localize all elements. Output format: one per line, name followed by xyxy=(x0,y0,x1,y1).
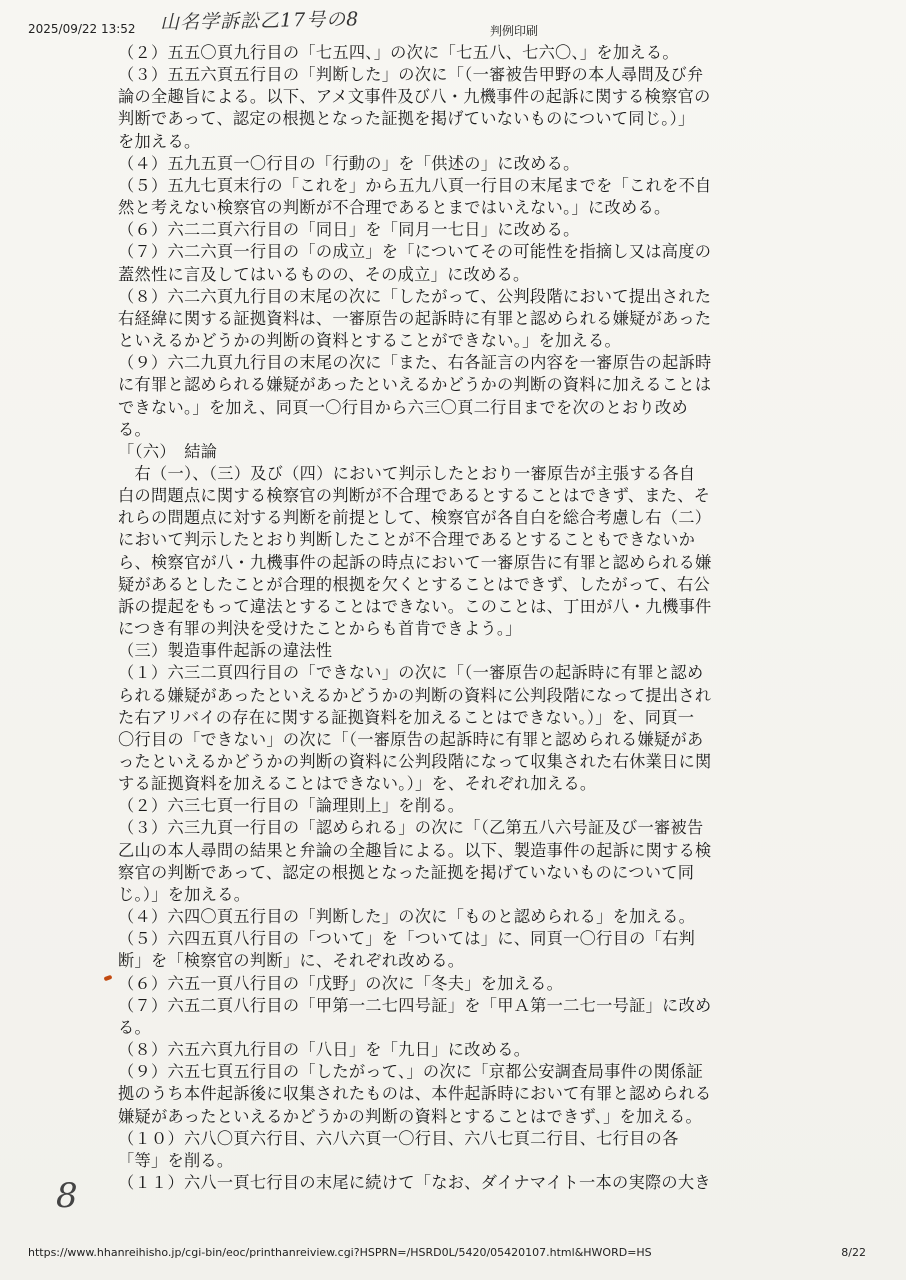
text-line: 白の問題点に関する検察官の判断が不合理であるとすることはできず、また、そ xyxy=(118,486,711,506)
text-line: （１０）六八〇頁六行目、六八六頁一〇行目、六八七頁二行目、七行目の各 xyxy=(118,1128,679,1148)
text-line: 断」を「検察官の判断」に、それぞれ改める。 xyxy=(118,951,465,971)
text-line: （３）五五六頁五行目の「判断した」の次に「（一審被告甲野の本人尋問及び弁 xyxy=(118,65,704,85)
text-line: 訴の提起をもって違法とすることはできない。このことは、丁田が八・九機事件 xyxy=(118,596,712,616)
text-line: 拠のうち本件起訴後に収集されたものは、本件起訴時において有罪と認められる xyxy=(118,1084,712,1104)
text-line: 論の全趣旨による。以下、アメ文事件及び八・九機事件の起訴に関する検察官の xyxy=(118,87,711,107)
text-line: （１１）六八一頁七行目の末尾に続けて「なお、ダイナマイト一本の実際の大き xyxy=(118,1172,711,1192)
text-line: ら、検察官が八・九機事件の起訴の時点において一審原告に有罪と認められる嫌 xyxy=(118,552,712,572)
handwritten-page-number: 8 xyxy=(56,1176,78,1216)
text-line: じ。）」を加える。 xyxy=(118,884,251,904)
text-line: る。 xyxy=(118,1017,151,1037)
handwritten-annotation: 山名学訴訟乙17号の8 xyxy=(159,8,360,34)
ink-mark xyxy=(104,975,113,981)
text-line: 嫌疑があったといえるかどうかの判断の資料とすることはできず、」を加える。 xyxy=(118,1106,702,1126)
footer-url: https://www.hhanreihisho.jp/cgi-bin/eoc/printhanreiview.cgi?HSPRN=/HSRD0L/5420/05420107.html&HWORD=HS xyxy=(28,1246,652,1259)
text-line: 然と考えない検察官の判断が不合理であるとまではいえない。」に改める。 xyxy=(118,198,671,218)
text-line: る。 xyxy=(118,419,151,439)
page-title: 判例印刷 xyxy=(490,24,539,38)
text-line: 乙山の本人尋問の結果と弁論の全趣旨による。以下、製造事件の起訴に関する検 xyxy=(118,840,712,860)
text-line: （２）五五〇頁九行目の「七五四、」の次に「七五八、七六〇、」を加える。 xyxy=(118,43,679,62)
text-line: （１）六三二頁四行目の「できない」の次に「（一審原告の起訴時に有罪と認め xyxy=(118,663,704,683)
text-line: （８）六五六頁九行目の「八日」を「九日」に改める。 xyxy=(118,1040,531,1060)
text-line: （９）六二九頁九行目の末尾の次に「また、右各証言の内容を一審原告の起訴時 xyxy=(118,353,712,373)
text-line: られる嫌疑があったといえるかどうかの判断の資料に公判段階になって提出され xyxy=(118,685,712,705)
text-line: といえるかどうかの判断の資料とすることができない。」を加える。 xyxy=(118,331,622,351)
text-line: 右経緯に関する証拠資料は、一審原告の起訴時に有罪と認められる嫌疑があった xyxy=(118,308,712,328)
text-line: 察官の判断であって、認定の根拠となった証拠を掲げていないものについて同 xyxy=(118,862,695,882)
text-line: 右（一）、（三）及び（四）において判示したとおり一審原告が主張する各自 xyxy=(118,463,696,483)
text-line: （２）六三七頁一行目の「論理則上」を削る。 xyxy=(118,796,465,816)
text-line: れらの問題点に対する判断を前提として、検察官が各自白を総合考慮し右（二） xyxy=(118,508,712,528)
text-line: （７）六二六頁一行目の「の成立」を「についてその可能性を指摘し又は高度の xyxy=(118,242,712,262)
text-line: 〇行目の「できない」の次に「（一審原告の起訴時に有罪と認められる嫌疑があ xyxy=(118,729,704,749)
text-line: を加える。 xyxy=(118,131,201,151)
text-line: （８）六二六頁九行目の末尾の次に「したがって、公判段階において提出された xyxy=(118,286,712,306)
text-line: ったといえるかどうかの判断の資料に公判段階になって収集された右休業日に関 xyxy=(118,752,712,771)
text-line: （６）六二二頁六行目の「同日」を「同月一七日」に改める。 xyxy=(118,220,580,240)
text-line: （６）六五一頁八行目の「戊野」の次に「冬夫」を加える。 xyxy=(118,973,564,993)
text-line: （９）六五七頁五行目の「したがって、」の次に「京都公安調査局事件の関係証 xyxy=(118,1062,704,1082)
text-line: 判断であって、認定の根拠となった証拠を掲げていないものについて同じ。）」 xyxy=(118,109,695,129)
text-line: に有罪と認められる嫌疑があったといえるかどうかの判断の資料に加えることは xyxy=(118,375,712,395)
document-body xyxy=(118,42,786,1194)
text-line: （４）五九五頁一〇行目の「行動の」を「供述の」に改める。 xyxy=(118,153,580,173)
text-line: 「等」を削る。 xyxy=(118,1150,234,1170)
text-line: （３）六三九頁一行目の「認められる」の次に「（乙第五八六号証及び一審被告 xyxy=(118,818,704,838)
text-line: 疑があるとしたことが合理的根拠を欠くとすることはできず、したがって、右公 xyxy=(118,574,710,594)
text-line: （三）製造事件起訴の違法性 xyxy=(118,641,333,661)
text-line: （７）六五二頁八行目の「甲第一二七四号証」を「甲Ａ第一二七一号証」に改め xyxy=(118,995,712,1015)
print-datetime: 2025/09/22 13:52 xyxy=(28,22,136,36)
text-line: 「（六） 結論 xyxy=(118,441,218,461)
text-line: する証拠資料を加えることはできない。）」を、それぞれ加える。 xyxy=(118,774,597,794)
text-line: （５）五九七頁末行の「これを」から五九八頁一行目の末尾までを「これを不自 xyxy=(118,175,712,195)
text-line: 蓋然性に言及してはいるものの、その成立」に改める。 xyxy=(118,264,530,284)
footer-page-number: 8/22 xyxy=(841,1246,866,1259)
text-line: できない。」を加え、同頁一〇行目から六三〇頁二行目までを次のとおり改め xyxy=(118,397,688,417)
text-line: につき有罪の判決を受けたことからも首肯できよう。」 xyxy=(118,619,522,639)
text-line: （５）六四五頁八行目の「ついて」を「ついては」に、同頁一〇行目の「右判 xyxy=(118,929,696,949)
text-line: において判示したとおり判断したことが不合理であるとすることもできないか xyxy=(118,530,696,550)
text-line: た右アリバイの存在に関する証拠資料を加えることはできない。）」を、同頁一 xyxy=(118,707,695,727)
text-line: （４）六四〇頁五行目の「判断した」の次に「ものと認められる」を加える。 xyxy=(118,907,696,927)
